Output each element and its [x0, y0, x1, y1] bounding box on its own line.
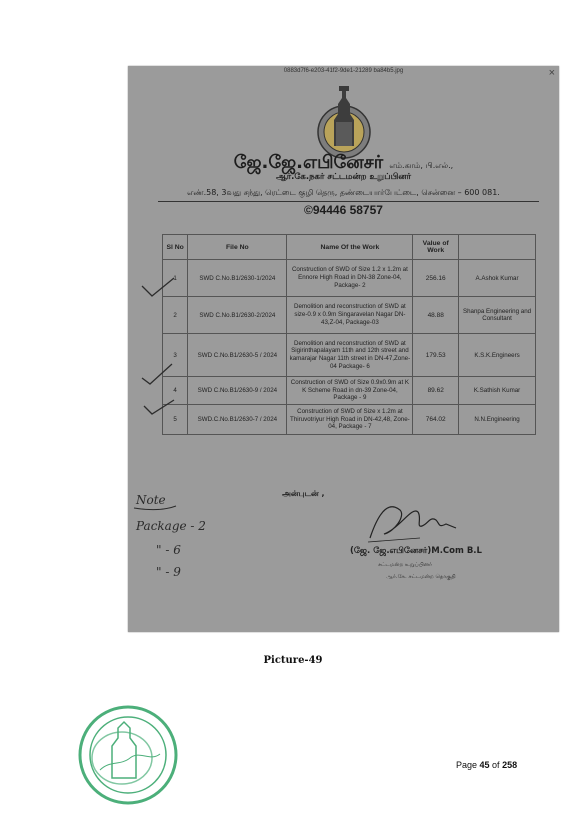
handwritten-note — [130, 490, 250, 590]
cell-value: 256.16 — [413, 260, 459, 297]
table-header-row — [163, 235, 536, 260]
closing-text: அன்புடன் , — [282, 489, 325, 498]
cell-file: SWD.C.No.B1/2630-7 / 2024 — [188, 405, 287, 435]
header-work: Name Of the Work — [287, 235, 413, 260]
note-line-2: " - 6 — [156, 543, 181, 557]
cell-sl: 5 — [163, 405, 188, 435]
cell-work: Construction of SWD of Size 0.9x0.9m at K K Scheme Road in dn-39 Zone-04, Package - 9 — [287, 377, 413, 405]
cell-work: Construction of SWD of Size x 1.2m at Thiruvotriyur High Road in DN-42,48, Zone-04, Package - 7 — [287, 405, 413, 435]
photo-filename: 0883d7f6-e203-41f2-9de1-21289 ba84b5.jpg — [283, 68, 404, 74]
header-file: File No — [188, 235, 287, 260]
letterhead-role: ஆர்.கே.நகர் சட்டமன்ற உறுப்பினர் — [275, 172, 412, 182]
works-table — [162, 234, 536, 435]
signatory-constituency: ஆர்.கே. சட்டமன்ற தொகுதி — [386, 574, 456, 580]
note-line-1: Package - 2 — [136, 519, 206, 533]
cell-contractor: Shanpa Engineering and Consultant — [459, 297, 536, 334]
table-row — [163, 260, 536, 297]
cell-work: Demolition and reconstruction of SWD at Sigirinthapalayam 11th and 12th street and kamarajar Nagar 11th street in DN-47,Zone-04 Package- 6 — [287, 334, 413, 377]
cell-value: 179.53 — [413, 334, 459, 377]
letterhead-name-text: ஜே.ஜே.எபினேசர் — [233, 152, 384, 173]
cell-work: Construction of SWD of Size 1.2 x 1.2m at Ennore High Road in DN-38 Zone-04, Package- 2 — [287, 260, 413, 297]
page-current: 45 — [479, 760, 490, 770]
note-line-3: " - 9 — [156, 565, 181, 579]
table-row — [163, 377, 536, 405]
cell-value: 48.88 — [413, 297, 459, 334]
table-row — [163, 297, 536, 334]
page-number — [456, 760, 517, 770]
header-contractor — [459, 235, 536, 260]
cell-contractor: K.Sathish Kumar — [459, 377, 536, 405]
note-heading: Note — [136, 493, 166, 507]
cell-file: SWD C.No.B1/2630-1/2024 — [188, 260, 287, 297]
cell-sl: 4 — [163, 377, 188, 405]
cell-work: Demolition and reconstruction of SWD at size-0.9 x 0.9m Singaravelan Nagar DN-43,Z-04, Package-03 — [287, 297, 413, 334]
cell-contractor: N.N.Engineering — [459, 405, 536, 435]
letterhead-address: எண்.58, 3வது சந்து, ரெட்டை குழி தெரு, தண்டையார்பேட்டை, சென்னை – 600 081. — [187, 188, 500, 197]
cell-file: SWD C.No.B1/2630-9 / 2024 — [188, 377, 287, 405]
cell-contractor: A.Ashok Kumar — [459, 260, 536, 297]
page-total: 258 — [502, 760, 518, 770]
cell-sl: 3 — [163, 334, 188, 377]
cell-contractor: K.S.K.Engineers — [459, 334, 536, 377]
header-sl: Sl No — [163, 235, 188, 260]
cell-value: 764.02 — [413, 405, 459, 435]
cell-sl: 1 — [163, 260, 188, 297]
cell-sl: 2 — [163, 297, 188, 334]
letterhead-degree: எம்.காம், பி.எல்., — [389, 161, 454, 170]
close-icon[interactable]: × — [548, 67, 555, 79]
table-row — [163, 405, 536, 435]
signatory-designation: சட்டமன்ற உறுப்பினர் — [378, 562, 432, 568]
page-of: of — [489, 760, 503, 770]
letterhead-phone: ©94446 58757 — [304, 203, 383, 217]
cell-file: SWD C.No.B1/2630-2/2024 — [188, 297, 287, 334]
temple-emblem-icon — [298, 76, 390, 164]
header-value: Value of Work — [413, 235, 459, 260]
cell-file: SWD C.No.B1/2630-5 / 2024 — [188, 334, 287, 377]
signature — [360, 498, 470, 546]
signatory-name: (ஜே. ஜே.எபினேசர்)M.Com B.L — [350, 546, 482, 556]
cell-value: 89.62 — [413, 377, 459, 405]
letterhead-divider — [158, 201, 539, 202]
directorate-seal-icon — [60, 700, 196, 810]
picture-caption: Picture-49 — [263, 655, 323, 666]
page-label: Page — [456, 760, 480, 770]
letter-photo — [128, 66, 559, 632]
table-row — [163, 334, 536, 377]
